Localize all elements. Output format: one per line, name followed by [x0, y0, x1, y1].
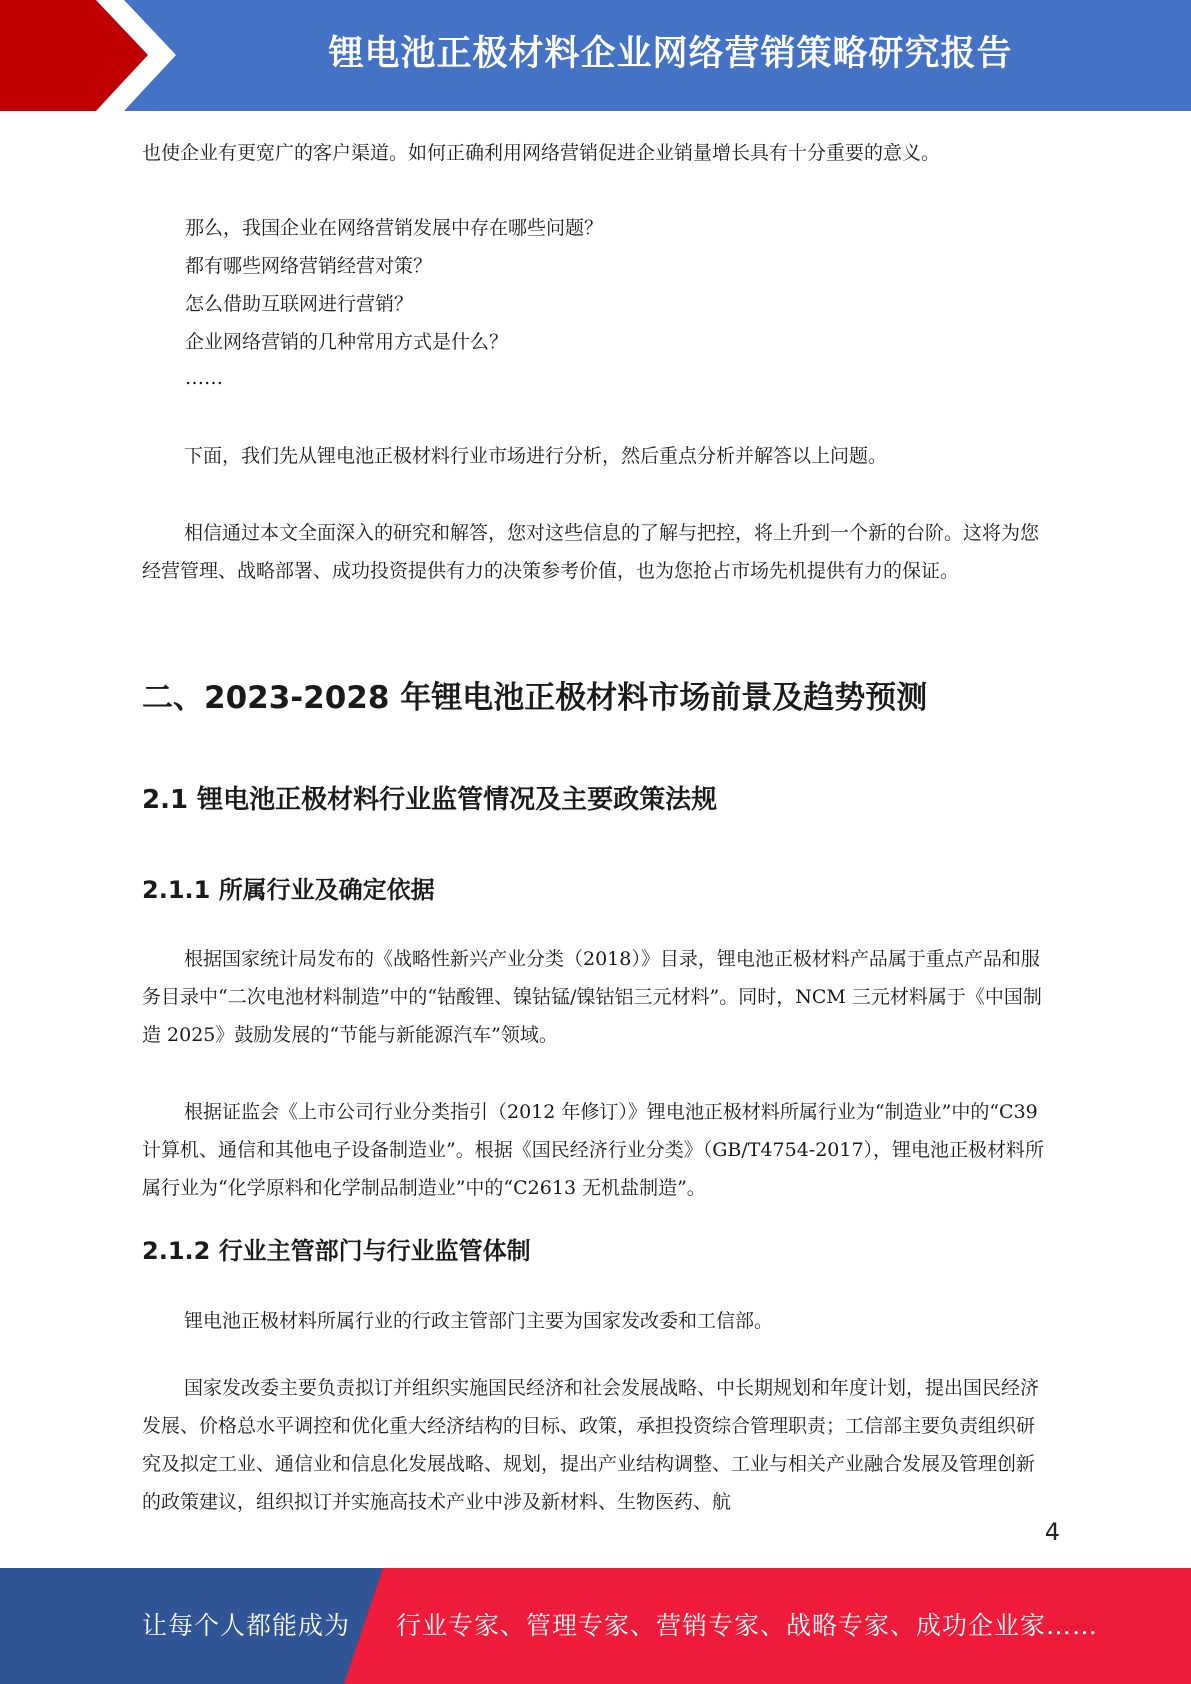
page-footer: [0, 1568, 1191, 1684]
question-item: 企业网络营销的几种常用方式是什么？: [185, 331, 509, 353]
header-title: 锂电池正极材料企业网络营销策略研究报告: [328, 34, 1013, 74]
footer-slogan-left: 让每个人都能成为: [142, 1611, 351, 1640]
subsection-heading: 2.1 锂电池正极材料行业监管情况及主要政策法规: [142, 785, 718, 815]
page-number: 4: [1044, 1518, 1060, 1546]
paragraph-intro: 也使企业有更宽广的客户渠道。如何正确利用网络营销促进企业销量增长具有十分重要的意义。: [142, 142, 941, 164]
page-header: [0, 0, 1191, 111]
question-item: 怎么借助互联网进行营销？: [185, 293, 414, 315]
question-item: 那么，我国企业在网络营销发展中存在哪些问题？: [185, 217, 604, 239]
subsubsection-heading: 2.1.1 所属行业及确定依据: [142, 876, 435, 904]
paragraph-authority: 锂电池正极材料所属行业的行政主管部门主要为国家发改委和工信部。: [184, 1310, 774, 1332]
paragraph-industry-classification: 根据证监会《上市公司行业分类指引（2012 年修订）》锂电池正极材料所属行业为“制造业”中的“C39 计算机、通信和其他电子设备制造业”。根据《国民经济行业分类》（GB/T4754-2017），锂电池正极材料所属行业为“化学原料和化学制品制造业”中的“C2613 无机盐制造”。: [142, 1101, 1045, 1199]
question-ellipsis: ……: [185, 367, 223, 389]
paragraph-ndrc: 国家发改委主要负责拟订并组织实施国民经济和社会发展战略、中长期规划和年度计划，提出国民经济发展、价格总水平调控和优化重大经济结构的目标、政策，承担投资综合管理职责；工信部主要负责组织研究及拟定工业、通信业和信息化发展战略、规划，提出产业结构调整、工业与相关产业融合发展及管理创新的政策建议，组织拟订并实施高技术产业中涉及新材料、生物医药、航: [142, 1377, 1040, 1513]
paragraph-industry-basis: 根据国家统计局发布的《战略性新兴产业分类（2018）》目录，锂电池正极材料产品属于重点产品和服务目录中“二次电池材料制造”中的“钴酸锂、镍钴锰/镍钴铝三元材料”。同时，NCM 三元材料属于《中国制造 2025》鼓励发展的“节能与新能源汽车”领域。: [142, 948, 1042, 1046]
paragraph-analysis: 下面，我们先从锂电池正极材料行业市场进行分析，然后重点分析并解答以上问题。: [184, 445, 888, 467]
subsubsection-heading: 2.1.2 行业主管部门与行业监管体制: [142, 1237, 531, 1265]
footer-slogan-right: 行业专家、管理专家、营销专家、战略专家、成功企业家……: [396, 1611, 1099, 1640]
question-item: 都有哪些网络营销经营对策？: [185, 255, 433, 277]
section-heading: 二、2023-2028 年锂电池正极材料市场前景及趋势预测: [142, 680, 928, 716]
paragraph-believe: 相信通过本文全面深入的研究和解答，您对这些信息的了解与把控，将上升到一个新的台阶。这将为您经营管理、战略部署、成功投资提供有力的决策参考价值，也为您抢占市场先机提供有力的保证。: [142, 522, 1040, 582]
